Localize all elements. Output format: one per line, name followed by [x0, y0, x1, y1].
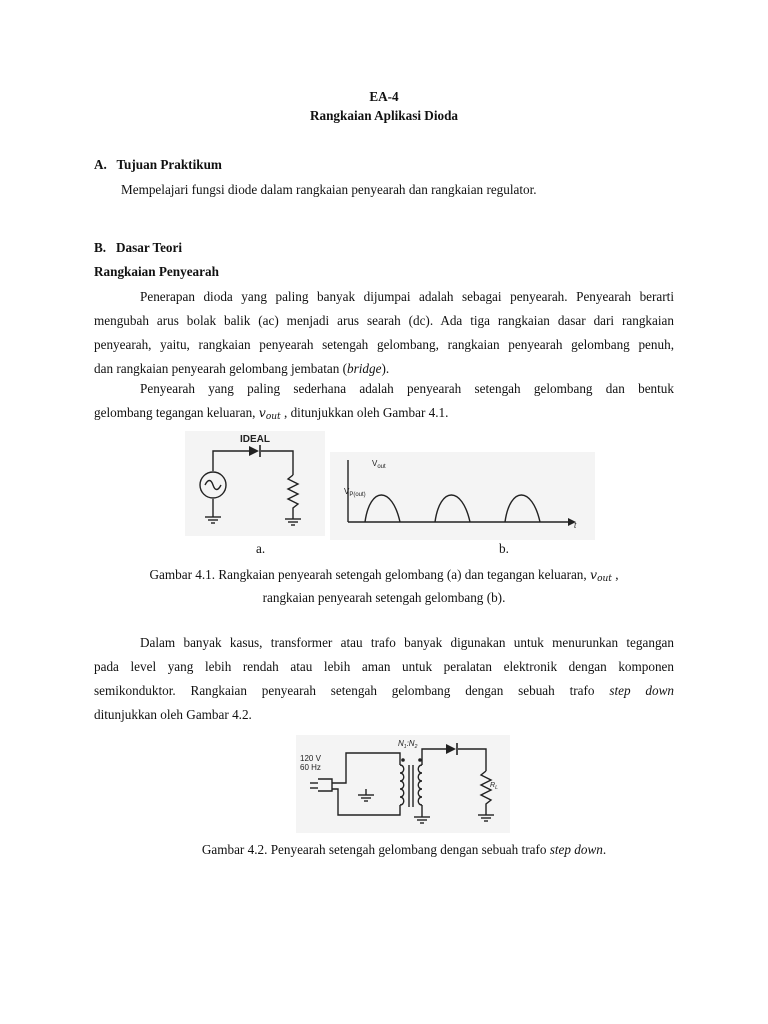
- section-a-text: Mempelajari fungsi diode dalam rangkaian penyearah dan rangkaian regulator.: [121, 182, 537, 197]
- figure-4-1b-graph: [330, 452, 595, 540]
- p3-line-4: ditunjukkan oleh Gambar 4.2.: [94, 707, 252, 722]
- circuit-svg: [185, 431, 325, 536]
- p2-line-2: [94, 401, 674, 429]
- p1-line-1: Penerapan dioda yang paling banyak dijumpai adalah sebagai penyearah. Penyearah berarti: [140, 289, 674, 304]
- p3-line-1: Dalam banyak kasus, transformer atau trafo banyak digunakan untuk menurunkan tegangan: [140, 635, 674, 650]
- section-b-heading: B. Dasar Teori: [94, 240, 183, 255]
- section-a-heading: A. Tujuan Praktikum: [94, 157, 222, 172]
- p3-line-2: pada level yang lebih rendah atau lebih aman untuk peralatan elektronik dengan komponen: [94, 659, 674, 674]
- waveform-svg: [330, 452, 595, 540]
- caption-2c: .: [602, 842, 607, 857]
- load-label: $R_L$: [490, 782, 498, 791]
- graph-peak-label: $V_{P(out)}$: [344, 487, 366, 498]
- doc-title: Rangkaian Aplikasi Dioda: [309, 108, 459, 123]
- section-b-subheading: Rangkaian Penyearah: [94, 264, 219, 279]
- p1-line-2: mengubah arus bolak balik (ac) menjadi arus searah (dc). Ada tiga rangkaian dasar dari rangkaian: [94, 313, 674, 328]
- figure-4-2-circuit: [296, 735, 510, 833]
- paragraph-2: [94, 377, 674, 429]
- p3-line-3a: semikonduktor. Rangkaian penyearah setengah gelombang dengan sebuah trafo: [94, 683, 610, 698]
- p2-line-2b: , ditunjukkan oleh Gambar 4.1.: [280, 405, 449, 420]
- figure-label-a: a.: [256, 541, 266, 556]
- doc-code: EA-4: [369, 89, 399, 104]
- turns-ratio: $N_1:N_2$: [398, 739, 418, 750]
- figure-4-2-caption: [0, 842, 768, 858]
- source-frequency: 60 Hz: [300, 763, 321, 772]
- figure-label-b: b.: [499, 541, 509, 556]
- p3-line-3: [94, 679, 674, 703]
- caption-2-step-down: step down: [549, 842, 603, 857]
- figure-4-1-caption-line-1: [0, 567, 768, 584]
- p1-line-3: penyearah, yaitu, rangkaian penyearah setengah gelombang, rangkaian penyearah gelombang penuh,: [94, 337, 674, 352]
- transformer-svg: [296, 735, 510, 833]
- caption-vout-symbol: $v_{out}$: [590, 567, 612, 584]
- vout-sub: out: [265, 412, 281, 422]
- source-voltage: 120 V: [300, 754, 321, 763]
- bridge-term: bridge: [347, 361, 382, 376]
- vout-v: v: [258, 405, 266, 420]
- ideal-label: IDEAL: [240, 434, 270, 445]
- vout-symbol: [259, 405, 281, 420]
- p1-line-4a: dan rangkaian penyearah gelombang jembatan (: [94, 361, 348, 376]
- p2-line-1: Penyearah yang paling sederhana adalah penyearah setengah gelombang dan bentuk: [140, 381, 674, 396]
- p1-line-4c: ).: [381, 361, 390, 376]
- figure-4-1a-circuit: [185, 431, 325, 536]
- figure-4-1-caption-line-2: rangkaian penyearah setengah gelombang (b).: [262, 590, 506, 605]
- paragraph-3: [94, 631, 674, 727]
- caption-1b: ,: [611, 567, 619, 582]
- caption-2a: Gambar 4.2. Penyearah setengah gelombang dengan sebuah trafo: [201, 842, 550, 857]
- graph-ylabel: $V_{out}$: [372, 459, 386, 470]
- caption-1a: Gambar 4.1. Rangkaian penyearah setengah gelombang (a) dan tegangan keluaran,: [149, 567, 590, 582]
- p2-line-2a: gelombang tegangan keluaran,: [94, 405, 259, 420]
- step-down-term: step down: [609, 683, 674, 698]
- graph-xlabel: t: [574, 521, 577, 530]
- paragraph-1: [94, 285, 674, 381]
